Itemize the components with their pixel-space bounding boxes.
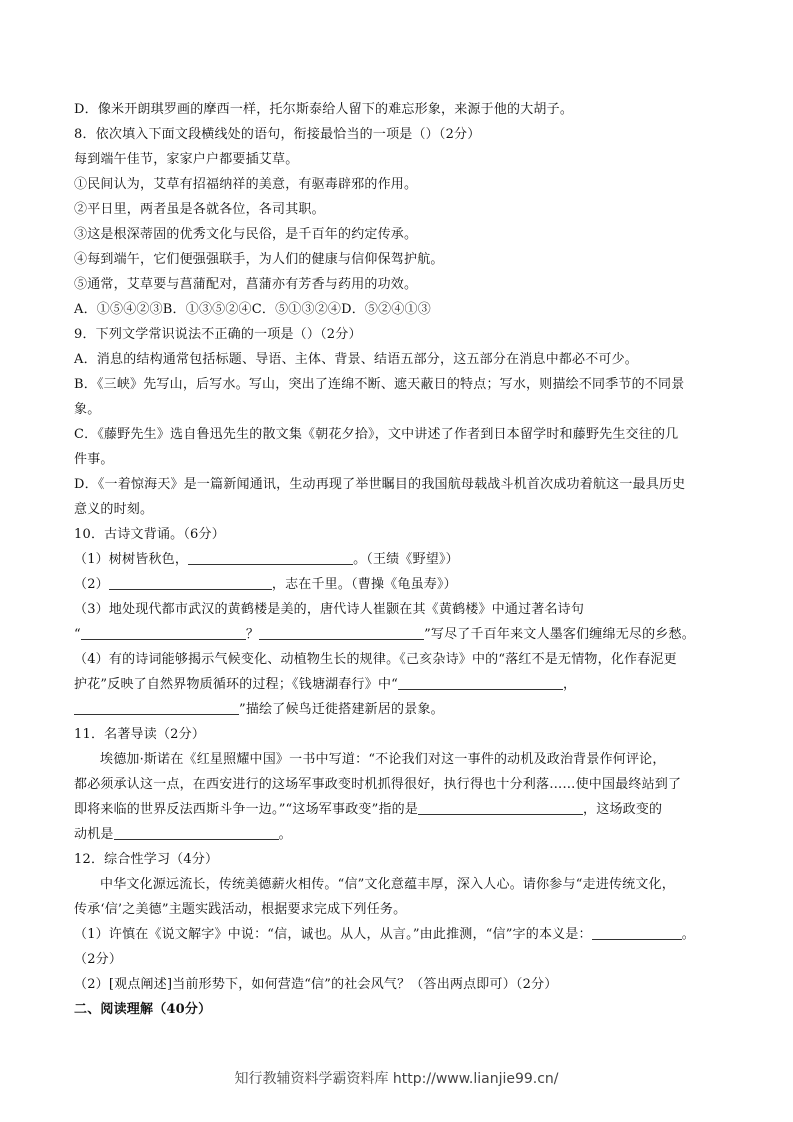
q9-option-b-line2: 象。	[74, 402, 101, 417]
q9-option-c-line1: C．《藤野先生》选自鲁迅先生的散文集《朝花夕拾》，文中讲述了作者到日本留学时和藤野先生交往的几	[74, 427, 679, 442]
answer-blank[interactable]	[109, 574, 272, 590]
q12-1-text: （1）许慎在《说文解字》中说：“信，诚也。从人，从言。”由此推测，“信”字的本义是：	[74, 927, 592, 942]
q9-option-c-line2: 件事。	[74, 452, 114, 467]
q10-2-prefix: （2）	[74, 577, 109, 592]
answer-blank[interactable]	[114, 824, 279, 840]
q10-item-4-line2	[74, 672, 724, 697]
q12-item-1	[74, 922, 724, 947]
question-8: 8．依次填入下面文段横线处的语句，衔接最恰当的一项是（）（2分）	[74, 127, 481, 142]
q9-option-d-line2: 意义的时刻。	[74, 502, 154, 517]
period: 。	[681, 927, 695, 942]
q11-text: 即将来临的世界反法西斯斗争一边。”“这场军事政变”指的是	[74, 802, 419, 817]
q11-para-line2: 都必须承认这一点，在西安进行的这场军事政变时机抓得很好，执行得也十分利落……使中国最终站到了	[74, 777, 682, 792]
section-heading-reading: 二、阅读理解（40分）	[74, 1002, 212, 1017]
open-quote: “	[74, 627, 81, 642]
answer-blank[interactable]	[81, 624, 246, 640]
question-10: 10．古诗文背诵。（6分）	[74, 527, 225, 542]
q10-item-1	[74, 547, 724, 572]
q12-para-line1: 中华文化源远流长，传统美德薪火相传。“信”文化意蕴丰厚，深入人心。请你参与“走进传统文化，	[100, 877, 675, 892]
q11-text-end: ，这场政变的	[583, 802, 663, 817]
q8-sentence-5: ⑤通常，艾草要与菖蒲配对，菖蒲亦有芳香与药用的功效。	[74, 277, 418, 292]
question-mark: ？	[245, 627, 260, 642]
q10-1-suffix: 。（王绩《野望》）	[353, 552, 459, 567]
q10-item-2	[74, 572, 724, 597]
q10-item-4-line3	[74, 697, 724, 722]
q10-4-text: 护花”反映了自然界物质循环的过程；《钱塘湖春行》中“	[74, 677, 398, 692]
question-9: 9．下列文学常识说法不正确的一项是（）（2分）	[74, 327, 362, 342]
q8-sentence-4: ④每到端午，它们便强强联手，为人们的健康与信仰保驾护航。	[74, 252, 444, 267]
question-11: 11．名著导读（2分）	[74, 727, 206, 742]
document-body	[74, 97, 724, 1022]
q10-item-3-quote	[74, 622, 724, 647]
period: 。	[278, 827, 292, 842]
q11-para-line1: 埃德加·斯诺在《红星照耀中国》一书中写道：“不论我们对这一事件的动机及政治背景作何评论，	[100, 752, 666, 767]
q10-2-suffix: ，志在千里。（曹操《龟虽寿》）	[271, 577, 457, 592]
q10-4-suffix: ”描绘了候鸟迁徙搭建新居的景象。	[239, 702, 444, 717]
q10-3-suffix: ”写尽了千百年来文人墨客们缠绵无尽的乡愁。	[424, 627, 695, 642]
q8-sentence-3: ③这是根深蒂固的优秀文化与民俗，是千百年的约定传承。	[74, 227, 418, 242]
answer-blank[interactable]	[74, 699, 239, 715]
q8-sentence-1: ①民间认为，艾草有招福纳祥的美意，有驱毒辟邪的作用。	[74, 177, 418, 192]
q11-para-line3	[74, 797, 724, 822]
footer-watermark: 知行教辅资料学霸资料库 http://www.lianjie99.cn/	[234, 1071, 559, 1087]
q9-option-d-line1: D．《一着惊海天》是一篇新闻通讯，生动再现了举世瞩目的我国航母载战斗机首次成功着航这一最具历史	[74, 477, 686, 492]
answer-blank[interactable]	[259, 624, 424, 640]
q12-item-1-score: （2分）	[74, 952, 123, 967]
q10-item-3: （3）地处现代都市武汉的黄鹤楼是美的，唐代诗人崔颢在其《黄鹤楼》中通过著名诗句	[74, 602, 585, 617]
option-d-line: D．像米开朗琪罗画的摩西一样，托尔斯泰给人留下的难忘形象，来源于他的大胡子。	[74, 102, 574, 117]
q10-1-prefix: （1）树树皆秋色，	[74, 552, 189, 567]
q8-options: A．①⑤④②③B．①③⑤②④C．⑤①③②④D．⑤②④①③	[74, 302, 431, 317]
q8-intro: 每到端午佳节，家家户户都要插艾草。	[74, 152, 299, 167]
q12-para-line2: 传承‘信’之美德”主题实践活动，根据要求完成下列任务。	[74, 902, 407, 917]
q11-motive-label: 动机是	[74, 827, 114, 842]
q12-item-2: （2）[观点阐述]当前形势下，如何营造“信”的社会风气？（答出两点即可）（2分）	[74, 977, 558, 992]
q8-sentence-2: ②平日里，两者虽是各就各位，各司其职。	[74, 202, 325, 217]
answer-blank[interactable]	[592, 924, 682, 940]
answer-blank[interactable]	[398, 674, 563, 690]
q9-option-b-line1: B．《三峡》先写山，后写水。写山，突出了连绵不断、遮天蔽日的特点；写水，则描绘不同季节的不同景	[74, 377, 685, 392]
answer-blank[interactable]	[188, 549, 353, 565]
answer-blank[interactable]	[418, 799, 583, 815]
q11-para-line4	[74, 822, 724, 847]
q10-item-4-line1: （4）有的诗词能够揭示气候变化、动植物生长的规律。《己亥杂诗》中的“落红不是无情物，化作春泥更	[74, 652, 677, 667]
q9-option-a: A．消息的结构通常包括标题、导语、主体、背景、结语五部分，这五部分在消息中都必不可少。	[74, 352, 638, 367]
question-12: 12．综合性学习（4分）	[74, 852, 219, 867]
comma: ，	[563, 677, 577, 692]
